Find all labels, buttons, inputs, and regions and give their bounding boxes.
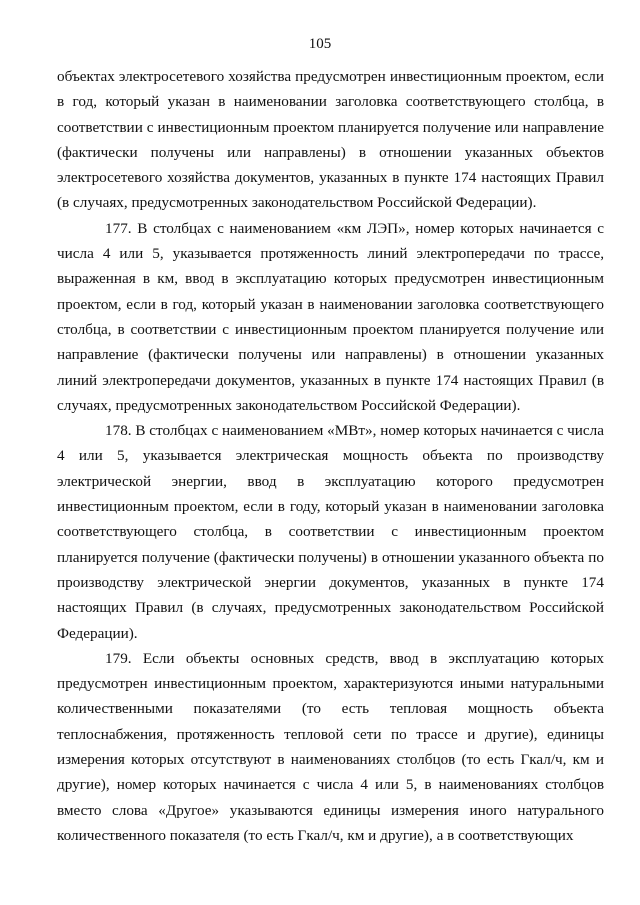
paragraph-continuation: объектах электросетевого хозяйства предусмотрен инвестиционным проектом, если в год, который указан в наименовании заголовка соответствующего столбца, в соответствии с инвестиционным проектом планируется получение или направление (фактически получены или направлены) в отношении указанных объектов электросетевого хозяйства документов, указанных в пункте 174 настоящих Правил (в случаях, предусмотренных законодательством Российской Федерации). bbox=[57, 68, 604, 212]
page-number: 105 bbox=[308, 36, 332, 52]
paragraph-177: 177. В столбцах с наименованием «км ЛЭП», номер которых начинается с числа 4 или 5, указывается протяженность линий электропередачи по трассе, выраженная в км, ввод в эксплуатацию которых предусмотрен инвестиционным проектом, если в год, который указан в наименовании заголовка соответствующего столбца, в соответствии с инвестиционным проектом планируется получение или направление (фактически получены или направлены) в отношении указанных линий электропередачи документов, указанных в пункте 174 настоящих Правил (в случаях, предусмотренных законодательством Российской Федерации). bbox=[57, 219, 604, 414]
paragraph-179: 179. Если объекты основных средств, ввод в эксплуатацию которых предусмотрен инвестиционным проектом, характеризуются иными натуральными количественными показателями (то есть тепловая мощность объекта теплоснабжения, протяженность тепловой сети по трассе и другие), единицы измерения которых отсутствуют в наименованиях столбцов (то есть Гкал/ч, км и другие), номер которых начинается с числа 4 или 5, в наименованиях столбцов вместо слова «Другое» указываются единицы измерения иного натурального количественного показателя (то есть Гкал/ч, км и другие), а в соответствующих bbox=[57, 649, 604, 844]
paragraph-178: 178. В столбцах с наименованием «МВт», номер которых начинается с числа 4 или 5, указывается электрическая мощность объекта по производству электрической энергии, ввод в эксплуатацию которого предусмотрен инвестиционным проектом, если в году, который указан в наименовании заголовка соответствующего столбца, в соответствии с инвестиционным проектом планируется получение (фактически получены) в отношении указанного объекта по производству электрической энергии документов, указанных в пункте 174 настоящих Правил (в случаях, предусмотренных законодательством Российской Федерации). bbox=[57, 422, 604, 642]
document-body bbox=[57, 64, 604, 848]
